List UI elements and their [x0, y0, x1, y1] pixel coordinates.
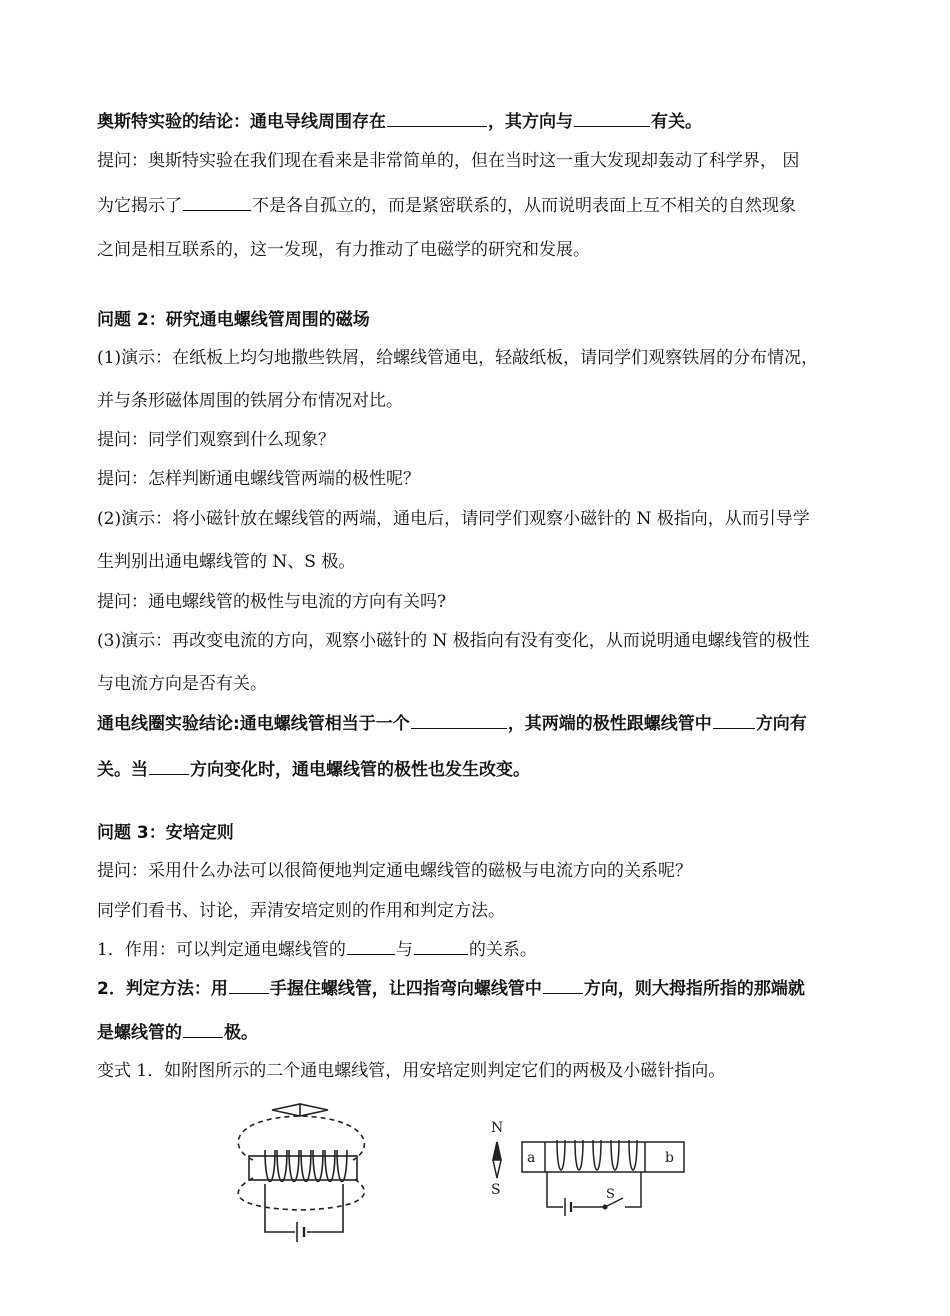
- text: 关。当: [97, 760, 148, 780]
- text: 与: [395, 940, 413, 960]
- text: 通电线圈实验结论:通电螺线管相当于一个: [97, 714, 410, 734]
- wire: [547, 1172, 563, 1207]
- end-b-label: b: [665, 1150, 674, 1166]
- question-line: 提问：采用什么办法可以很简便地判定通电螺线管的磁极与电流方向的关系呢？: [97, 861, 692, 881]
- question-line: 提问：怎样判断通电螺线管两端的极性呢？: [97, 469, 420, 489]
- text: 极。: [224, 1023, 258, 1043]
- answer-blank[interactable]: [387, 111, 487, 127]
- section-heading-2: 问题 2：研究通电螺线管周围的磁场: [97, 310, 370, 330]
- answer-blank[interactable]: [543, 978, 583, 994]
- wire: [307, 1184, 343, 1232]
- text: 手握住螺线管，让四指弯向螺线管中: [269, 979, 542, 999]
- text: ，其方向与: [488, 112, 573, 132]
- solenoid-core: [522, 1142, 684, 1172]
- coil-conclusion: [97, 713, 807, 735]
- demo-line: (1)演示：在纸板上均匀地撒些铁屑，给螺线管通电，轻敲纸板，请同学们观察铁屑的分布情况，: [97, 348, 819, 368]
- text: 1．作用：可以判定通电螺线管的: [97, 940, 346, 960]
- text: ，其两端的极性跟螺线管中: [507, 714, 712, 734]
- text: 是螺线管的: [97, 1023, 182, 1043]
- answer-blank[interactable]: [713, 713, 755, 729]
- coil-conclusion: [97, 759, 530, 781]
- coil: [265, 1150, 347, 1182]
- solenoid-figure-1: [225, 1100, 385, 1250]
- text: 的关系。: [468, 940, 537, 960]
- compass-n-label: N: [491, 1120, 504, 1136]
- demo-line: (2)演示：将小磁针放在螺线管的两端，通电后，请同学们观察小磁针的 N 极指向，从而引导学: [97, 509, 810, 529]
- variant-question: 变式 1．如附图所示的二个通电螺线管，用安培定则判定它们的两极及小磁针指向。: [97, 1061, 726, 1081]
- answer-blank[interactable]: [414, 939, 468, 955]
- compass-s-label: S: [491, 1182, 501, 1198]
- demo-line: 生判别出通电螺线管的 N、S 极。: [97, 552, 356, 572]
- text: 为它揭示了: [97, 196, 182, 216]
- coil: [557, 1140, 637, 1170]
- text: 奥斯特实验的结论：通电导线周围存在: [97, 112, 386, 132]
- answer-blank[interactable]: [183, 1022, 223, 1038]
- question-line: 提问：同学们观察到什么现象？: [97, 430, 335, 450]
- oersted-conclusion: [97, 111, 702, 133]
- question-line: [97, 195, 796, 217]
- text: 有关。: [651, 112, 702, 132]
- solenoid-figure-2: [485, 1112, 690, 1222]
- field-line-bottom: [238, 1178, 364, 1210]
- text: 2．判定方法：用: [97, 979, 228, 999]
- switch-s-label: S: [606, 1187, 615, 1202]
- answer-blank[interactable]: [574, 111, 650, 127]
- text: 方向有: [755, 714, 807, 734]
- answer-blank[interactable]: [411, 713, 507, 729]
- text: 不是各自孤立的，而是紧密联系的，从而说明表面上互不相关的自然现象: [252, 196, 796, 216]
- question-line: 提问：奥斯特实验在我们现在看来是非常简单的，但在当时这一重大发现却轰动了科学界， 因: [97, 151, 800, 171]
- rule-method: [97, 1022, 258, 1044]
- text-line: 同学们看书、讨论，弄清安培定则的作用和判定方法。: [97, 901, 505, 921]
- wire: [625, 1172, 641, 1207]
- section-heading-3: 问题 3：安培定则: [97, 823, 234, 843]
- answer-blank[interactable]: [183, 195, 251, 211]
- answer-blank[interactable]: [229, 978, 269, 994]
- answer-blank[interactable]: [347, 939, 395, 955]
- demo-line: (3)演示：再改变电流的方向，观察小磁针的 N 极指向有没有变化，从而说明通电螺线管的极性: [97, 631, 810, 651]
- text-line: [97, 939, 537, 961]
- demo-line: 并与条形磁体周围的铁屑分布情况对比。: [97, 391, 403, 411]
- end-a-label: a: [527, 1150, 536, 1166]
- question-line: 提问：通电螺线管的极性与电流的方向有关吗?: [97, 592, 447, 612]
- text: 方向变化时，通电螺线管的极性也发生改变。: [190, 760, 530, 780]
- rule-method: [97, 978, 805, 1000]
- question-line: 之间是相互联系的，这一发现，有力推动了电磁学的研究和发展。: [97, 240, 590, 260]
- text: 方向，则大拇指所指的那端就: [583, 979, 805, 999]
- answer-blank[interactable]: [149, 759, 189, 775]
- demo-line: 与电流方向是否有关。: [97, 674, 267, 694]
